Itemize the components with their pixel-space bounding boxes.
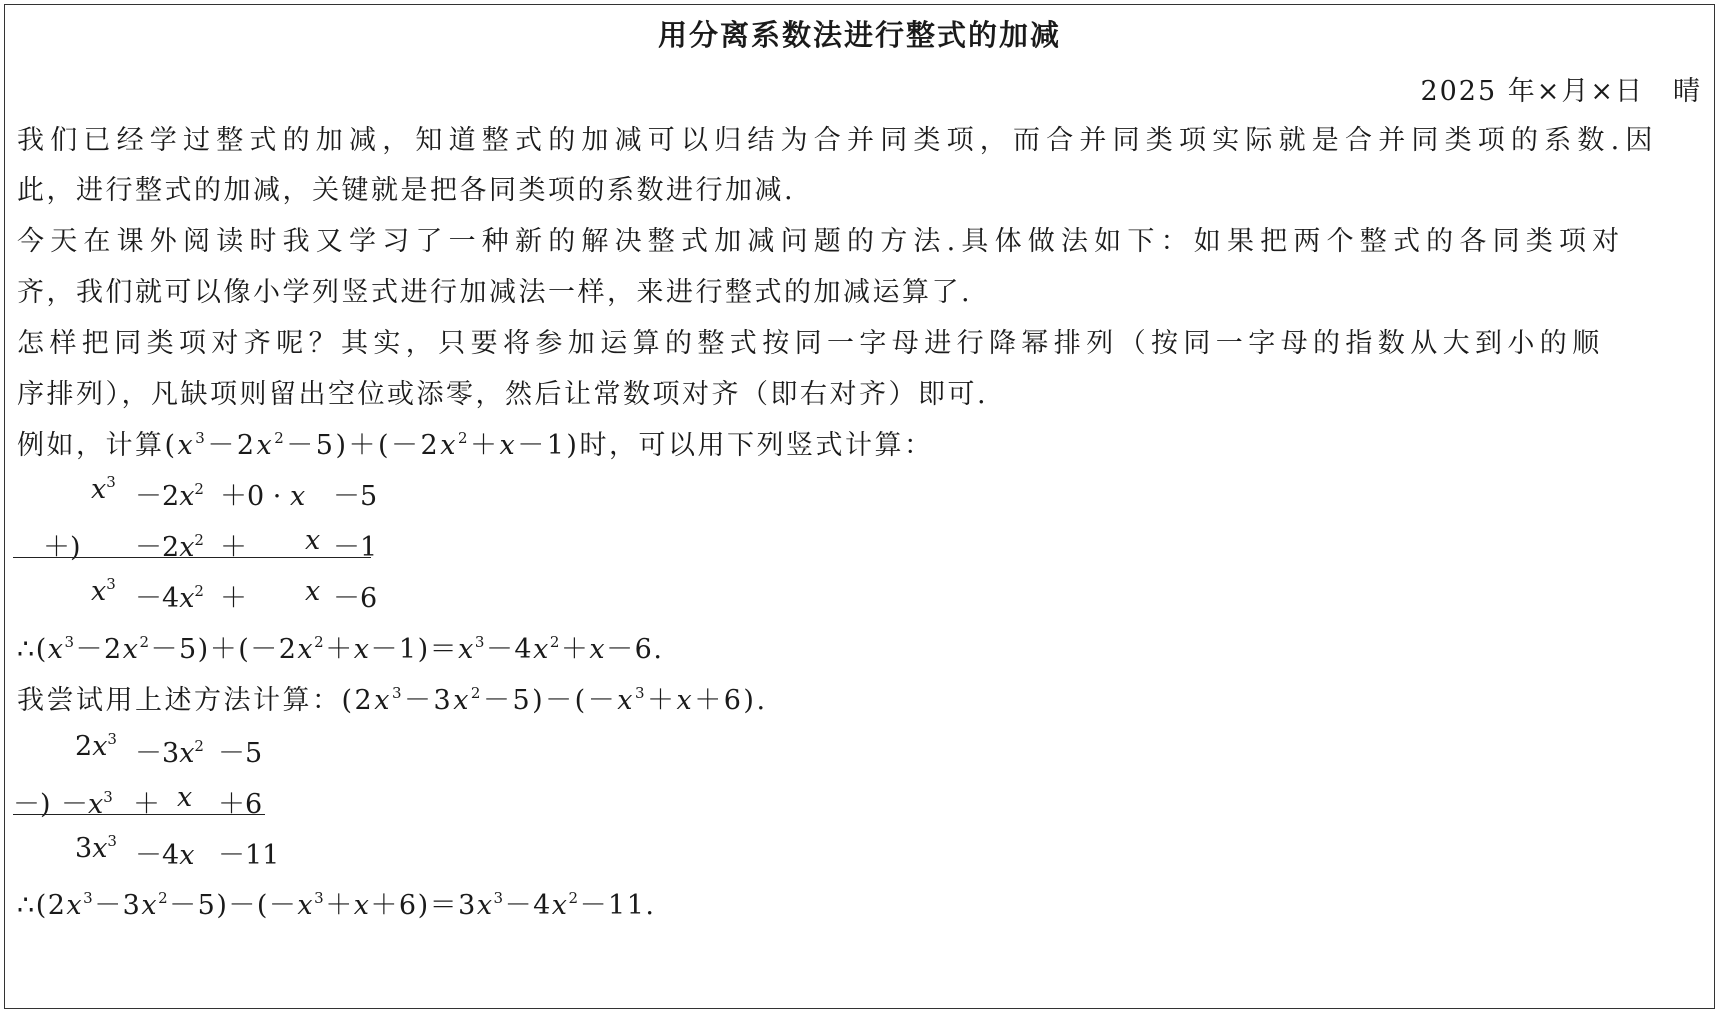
attempt-conclusion: $\therefore(2x^3-3x^2-5)-(-x^3+x+6)=3x^3-4x^2-11$. bbox=[17, 889, 656, 921]
example-therefore-symbol: ∴ bbox=[17, 634, 36, 665]
date-weather-line: 2025 年×月×日 晴 bbox=[1420, 76, 1702, 107]
attempt-result-x: －4x bbox=[135, 840, 195, 871]
page-title: 用分离系数法进行整式的加减 bbox=[657, 18, 1061, 52]
attempt-result-x3: $3x^3$ bbox=[75, 832, 117, 864]
example-row1-x: ＋0 · x bbox=[220, 481, 306, 512]
paragraph3-line2: 序排列），凡缺项则留出空位或添零，然后让常数项对齐（即右对齐）即可. bbox=[17, 379, 989, 410]
example-row2-const: －1 bbox=[333, 532, 378, 563]
example-row1-const: －5 bbox=[333, 481, 378, 512]
attempt-expression: $(2x^3-3x^2-5)-(-x^3+x+6)$. bbox=[341, 684, 768, 716]
paragraph2-line1: 今天在课外阅读时我又学习了一种新的解决整式加减问题的方法.具体做法如下：如果把两个整式的各同类项对 bbox=[17, 226, 1626, 257]
paragraph1-line2: 此，进行整式的加减，关键就是把各同类项的系数进行加减. bbox=[17, 175, 796, 206]
example-row1-x2: $-2x^2$ bbox=[135, 480, 204, 512]
example-plus-operator: ＋) bbox=[43, 532, 81, 563]
example-result-x3: $x^3$ bbox=[91, 575, 116, 607]
example-intro bbox=[17, 423, 933, 462]
example-conclusion: $\therefore(x^3-2x^2-5)+(-2x^2+x-1)=x^3-4x^2+x-6$. bbox=[17, 633, 664, 665]
example-row1-x3: $x^3$ bbox=[91, 473, 116, 505]
example-result-plus: ＋ bbox=[220, 583, 247, 614]
document-frame bbox=[4, 4, 1715, 1009]
paragraph1-line1: 我们已经学过整式的加减，知道整式的加减可以归结为合并同类项，而合并同类项实际就是合并同类项的系数.因 bbox=[17, 125, 1659, 156]
example-result-const: －6 bbox=[333, 583, 378, 614]
example-result-x2: $-4x^2$ bbox=[135, 582, 204, 614]
paragraph3-line1: 怎样把同类项对齐呢？其实，只要将参加运算的整式按同一字母进行降幂排列（按同一字母的指数从大到小的顺 bbox=[17, 328, 1605, 359]
example-intro-prefix: 例如，计算 bbox=[17, 430, 165, 461]
attempt-row1-x2: $-3x^2$ bbox=[135, 737, 204, 769]
attempt-row2-x: x bbox=[177, 782, 193, 813]
example-row2-plus: ＋ bbox=[220, 532, 247, 563]
attempt-row2-const: ＋6 bbox=[218, 789, 263, 820]
attempt-row2-plus: ＋ bbox=[133, 789, 160, 820]
attempt-difference-rule bbox=[13, 814, 265, 815]
example-expression: $(x^3-2x^2-5)+(-2x^2+x-1)$ bbox=[164, 429, 580, 461]
attempt-therefore-symbol: ∴ bbox=[17, 890, 36, 921]
attempt-intro bbox=[17, 678, 768, 717]
example-intro-suffix: 时，可以用下列竖式计算： bbox=[579, 430, 934, 461]
paragraph2-line2: 齐，我们就可以像小学列竖式进行加减法一样，来进行整式的加减运算了. bbox=[17, 277, 973, 308]
attempt-intro-prefix: 我尝试用上述方法计算： bbox=[17, 685, 342, 716]
attempt-row1-const: －5 bbox=[218, 738, 263, 769]
example-row2-x: x bbox=[305, 525, 321, 556]
example-sum-rule bbox=[13, 557, 371, 558]
example-result-x: x bbox=[305, 576, 321, 607]
attempt-row2-x3: $-x^3$ bbox=[61, 788, 113, 820]
attempt-result-const: －11 bbox=[218, 840, 280, 871]
attempt-row1-x3: $2x^3$ bbox=[75, 730, 117, 762]
example-row2-x2: $-2x^2$ bbox=[135, 531, 204, 563]
attempt-minus-operator: －) bbox=[13, 789, 51, 820]
